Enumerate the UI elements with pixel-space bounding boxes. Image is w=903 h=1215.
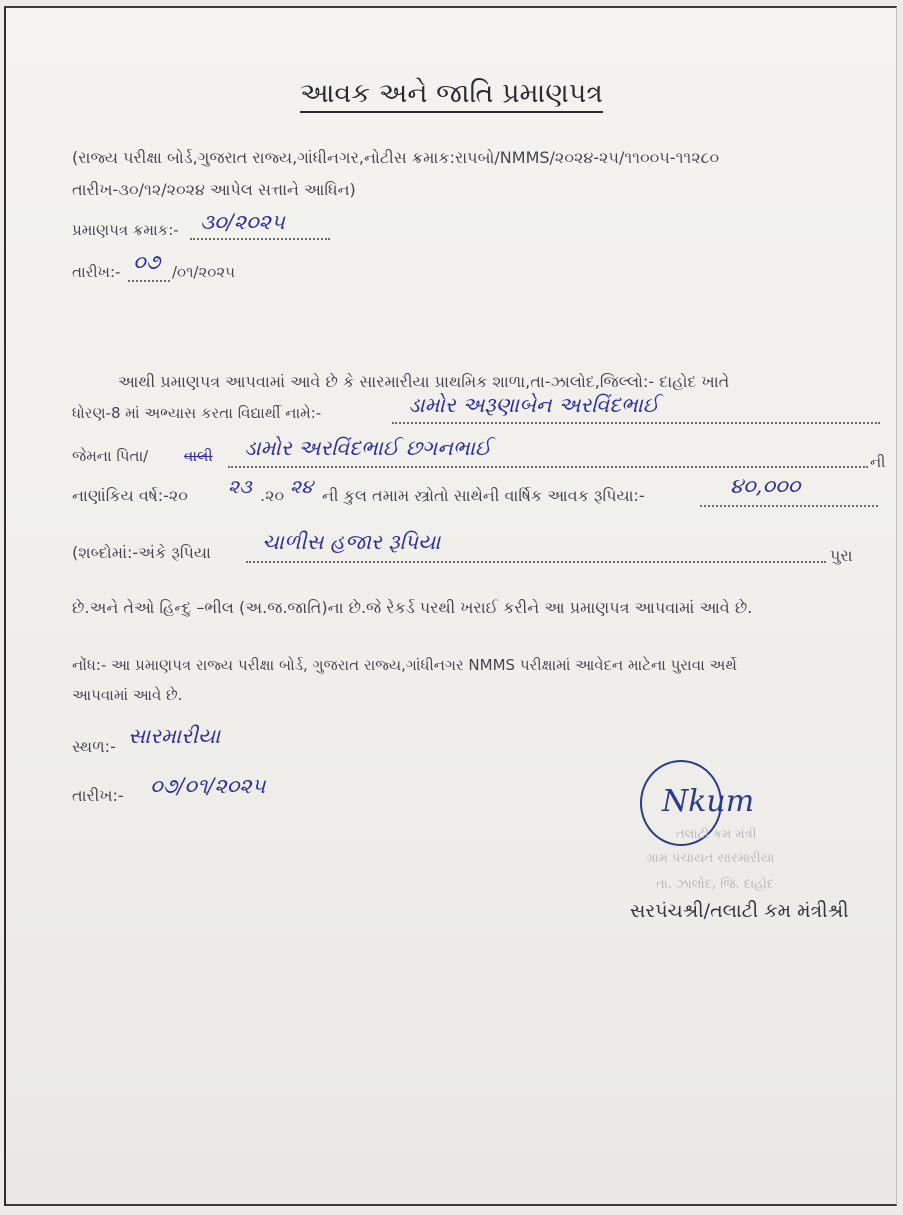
- sign-date-label: તારીખ:-: [72, 786, 124, 805]
- income-dotted-line: [700, 505, 878, 507]
- stamp-line-3: તા. ઝાલોદ, જિ. દાહોદ: [656, 877, 774, 892]
- income-value: ૪૦,૦૦૦: [730, 474, 801, 498]
- words-suffix: પુરા: [830, 546, 853, 565]
- issue-date-rest: /૦૧/૨૦૨૫: [172, 263, 235, 281]
- income-label-a: નાણાંકિય વર્ષ:-૨૦: [72, 486, 188, 505]
- issue-date-dotted-line: [128, 280, 170, 282]
- place-label: સ્થળ:-: [72, 737, 116, 756]
- note-line-1: નોંધ:- આ પ્રમાણપત્ર રાજ્ય પરીક્ષા બોર્ડ, ગુજરાત રાજ્ય,ગાંધીનગર NMMS પરીક્ષામાં આવેદન માટેના પુરાવા અર્થે: [72, 656, 737, 674]
- stamp-line-1: તલાટી કમ મંત્રી: [676, 827, 757, 842]
- caste-line: છે.અને તેઓ હિન્દુ –ભીલ (અ.જ.જાતિ)ના છે.જે રેકર્ડ પરથી ખરાઈ કરીને આ પ્રમાણપત્ર આપવામાં આવે છે.: [72, 598, 753, 617]
- income-label-b: .૨૦: [260, 486, 285, 505]
- issue-date-label: તારીખ:-: [72, 263, 121, 281]
- document-title: આવક અને જાતિ પ્રમાણપત્ર: [0, 78, 903, 110]
- note-line-2: આપવામાં આવે છે.: [72, 686, 183, 704]
- issue-date-day: ૦૭: [133, 250, 161, 274]
- father-dotted-line: [228, 466, 868, 468]
- reference-line-1: (રાજ્ય પરીક્ષા બોર્ડ,ગુજરાત રાજ્ય,ગાંધીનગર,નોટીસ ક્રમાક:રાપબો/NMMS/૨૦૨૪-૨૫/૧૧૦૦૫-૧૧૨૮૦: [72, 148, 720, 167]
- stamp-line-2: ગ્રામ પંચાયત સારમારીયા: [646, 851, 775, 866]
- student-name: ડામોર અરૂણાબેન અરવિંદભાઈ: [408, 393, 659, 417]
- words-dotted-line: [246, 561, 826, 563]
- year-a: ૨૩: [228, 476, 252, 498]
- reference-line-2: તારીખ-૩૦/૧૨/૨૦૨૪ આપેલ સત્તાને આધિન): [72, 180, 356, 199]
- father-name: ડામોર અરવિંદભાઈ છગનભાઈ: [244, 436, 492, 460]
- signatory-designation: સરપંચશ્રી/તલાટી કમ મંત્રીશ્રી: [630, 900, 849, 922]
- certificate-no-value: ૩૦/૨૦૨૫: [200, 210, 285, 234]
- certificate-no-label: પ્રમાણપત્ર ક્રમાક:-: [72, 221, 179, 239]
- words-value: ચાળીસ હજાર રૂપિયા: [262, 530, 441, 554]
- year-b: ૨૪: [290, 476, 313, 498]
- certificate-no-dotted-line: [190, 238, 330, 240]
- place-value: સારમારીયા: [128, 724, 221, 748]
- sign-date-value: ૦૭/૦૧/૨૦૨૫: [150, 774, 266, 798]
- words-label: (શબ્દોમાં:-અંકે રૂપિયા: [72, 543, 211, 562]
- father-suffix: ની: [870, 453, 886, 471]
- signature-scribble: Nkum: [662, 784, 755, 819]
- father-struck-word: વાલી: [184, 447, 213, 465]
- father-label: જેમના પિતા/: [72, 447, 149, 465]
- body-line-1: આથી પ્રમાણપત્ર આપવામાં આવે છે કે સારમારીયા પ્રાથમિક શાળા,તા-ઝાલોદ,જિલ્લો:- દાહોદ ખાતે: [118, 372, 730, 391]
- student-label: ધોરણ-8 માં અભ્યાસ કરતા વિદ્યાર્થી નામે:-: [72, 404, 322, 422]
- income-label-c: ની કુલ તમામ સ્ત્રોતો સાથેની વાર્ષિક આવક રૂપિયા:-: [322, 486, 645, 505]
- student-dotted-line: [392, 422, 880, 424]
